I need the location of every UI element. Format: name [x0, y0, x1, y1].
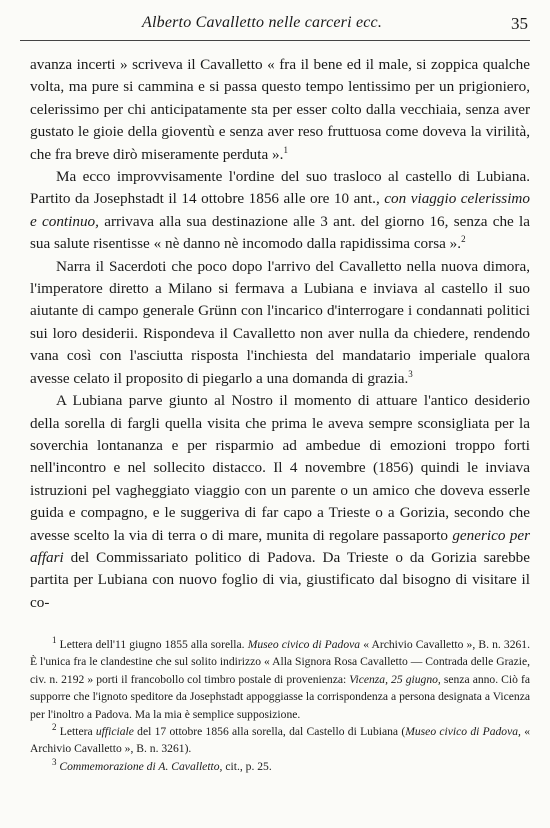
paragraph-4-text-b: del Commissariato politico di Padova. Da Trieste o da Gorizia sarebbe partita per Lubiana con nuovo foglio di via, giustificato dal bisogno di visitare il co- [30, 548, 530, 611]
footnote-1-text-a: Lettera dell'11 giugno 1855 alla sorella. [56, 638, 248, 651]
running-title: Alberto Cavalletto nelle carceri ecc. [142, 14, 383, 31]
footnote-3 [30, 758, 530, 775]
footnote-2-number: 2 [52, 722, 57, 733]
footnote-ref-2: 2 [461, 234, 466, 245]
footnote-2-italic-a: ufficiale [95, 725, 134, 739]
footnote-3-text: cit., p. 25. [222, 759, 272, 773]
paragraph-4 [30, 390, 530, 614]
footnote-1-italic-b: Vicenza, 25 giugno, [349, 672, 441, 686]
footnote-1 [30, 636, 530, 723]
footnote-1-text-c: senza anno. Ciò fa supporre che l'ignoto speditore da Josephstadt appoggiasse la corrispondenza a persona designata a Vicenza per l'inoltro a Padova. Ma la mia è semplice supposizione. [30, 672, 530, 721]
footnote-1-number: 1 [52, 635, 57, 646]
paragraph-1-text: avanza incerti » scriveva il Cavalletto « fra il bene ed il male, si zoppica qualche volta, ma pure si cammina e si passa questo tempo lentissimo per un prigioniero, celerissimo per chi anticipatamente sta per esser colto dalla vecchiaia, senza aver gustato le gioie della gioventù e senza aver reso fruttuosa come doveva la virilità, che fra breve dirò miseramente perduta ». [30, 56, 530, 163]
header-rule [20, 40, 530, 41]
paragraph-4-italic: generico per affari [30, 526, 530, 566]
page-number: 35 [511, 14, 528, 33]
footnote-ref-1: 1 [283, 144, 288, 155]
paragraph-2-italic: con viaggio celerissimo e continuo, [30, 190, 530, 230]
paragraph-4-text-a: A Lubiana parve giunto al Nostro il momento di attuare l'antico desiderio della sorella di fargli quella visita che prima le aveva sempre sconsigliata per la soverchia lontananza e per risparmio ad ambedue di emozioni troppo forti nell'incontro e nel sollecito distacco. Il 4 novembre (1856) quindi le inviava istruzioni pel vagheggiato viaggio con un parente o un amico che doveva esserle guida e compagno, e le suggeriva di far capo a Trieste o a Gorizia, secondo che avesse scelto la via di terra o di mare, munita di regolare passaporto [30, 392, 530, 544]
footnote-3-italic: Commemorazione di A. Cavalletto, [59, 759, 223, 773]
footnote-3-number: 3 [52, 756, 57, 767]
paragraph-1 [30, 54, 530, 166]
footnote-2-text-b: del 17 ottobre 1856 alla sorella, dal Castello di Lubiana ( [133, 725, 406, 739]
paragraph-2-text-a: Ma ecco improvvisamente l'ordine del suo trasloco al castello di Lubiana. Partito da Josephstadt il 14 ottobre 1856 alle ore 10 ant., [30, 168, 530, 208]
footnote-2-text-c: « Archivio Cavalletto », B. n. 3261). [30, 725, 531, 756]
footnote-2-italic-b: Museo civico di Padova, [405, 725, 521, 739]
page-header [0, 14, 550, 38]
footnote-2 [30, 723, 530, 758]
paragraph-3-text: Narra il Sacerdoti che poco dopo l'arrivo del Cavalletto nella nuova dimora, l'imperatore diretto a Milano si fermava a Lubiana e inviava al castello il suo aiutante di campo generale Grünn con l'incarico d'interrogare i condannati politici sui loro desiderii. Rispondeva il Cavalletto non aver nulla da chiedere, rendendo vana così con l'asciutta risposta l'inchiesta del mandatario imperiale qualora avesse celato il proposito di piegarlo a una domanda di grazia. [30, 257, 530, 387]
paragraph-2 [30, 166, 530, 256]
footnotes [30, 636, 530, 775]
footnote-ref-3: 3 [408, 368, 413, 379]
paragraph-2-text-b: arrivava alla sua destinazione alle 3 ant. del giorno 16, senza che la sua salute risentisse « nè danno nè incomodo dalla rapidissima corsa ». [30, 212, 531, 253]
footnote-1-text-b: « Archivio Cavalletto », B. n. 3261. È l'unica fra le clandestine che sul solito indirizzo « Alla Signora Rosa Cavalletto — Contrada delle Grazie, civ. n. 2192 » porti il francobollo col timbro postale di provenienza: [30, 638, 531, 686]
footnote-1-italic-a: Museo civico di Padova [247, 638, 361, 651]
paragraph-3 [30, 256, 530, 390]
footnote-2-text-a: Lettera [56, 725, 96, 739]
main-text [30, 54, 530, 614]
